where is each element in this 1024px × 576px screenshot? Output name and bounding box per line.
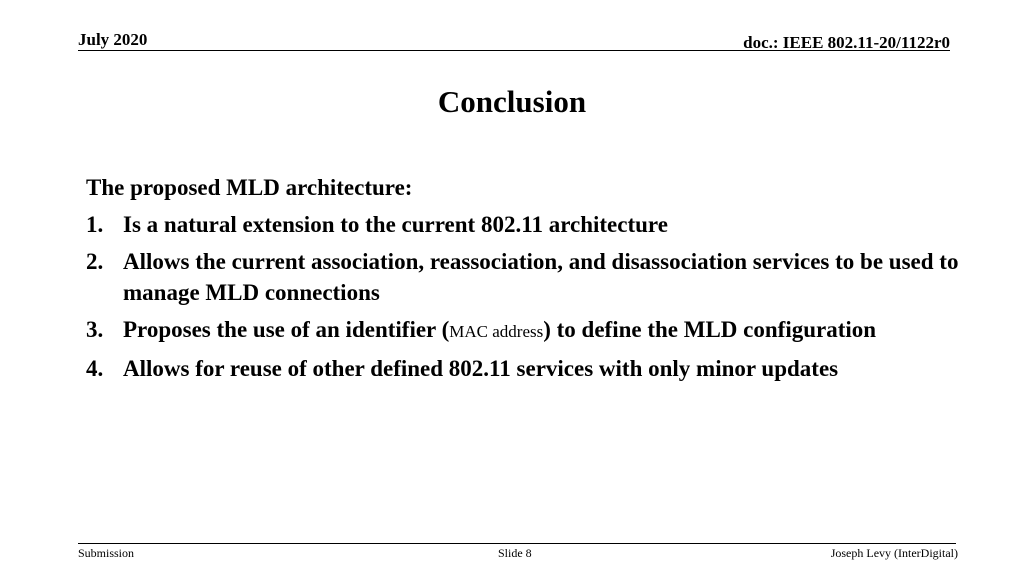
list-item-number: 1. bbox=[86, 212, 104, 237]
list-item bbox=[86, 314, 986, 347]
slide-title: Conclusion bbox=[437, 84, 587, 119]
list-item-text-before: Proposes the use of an identifier ( bbox=[123, 317, 450, 342]
list-item-text: Allows the current association, reassociation, and disassociation services to be used to manage MLD connections bbox=[123, 249, 959, 305]
footer-divider bbox=[78, 543, 956, 544]
list-item-text: Allows for reuse of other defined 802.11 services with only minor updates bbox=[123, 356, 839, 381]
list-item bbox=[86, 209, 986, 240]
conclusion-list bbox=[86, 209, 986, 384]
header-date: July 2020 bbox=[78, 30, 148, 49]
list-item bbox=[86, 246, 986, 308]
list-item bbox=[86, 353, 986, 384]
footer-author: Joseph Levy (InterDigital) bbox=[830, 546, 958, 560]
footer-slide-number: Slide 8 bbox=[498, 546, 532, 560]
list-item-text: Is a natural extension to the current 802.11 architecture bbox=[123, 212, 668, 237]
list-item-number: 3. bbox=[86, 317, 104, 342]
list-item-text-after: ) to define the MLD configuration bbox=[543, 317, 877, 342]
list-item-number: 2. bbox=[86, 249, 104, 274]
footer-submission: Submission bbox=[78, 546, 135, 560]
header-divider bbox=[78, 50, 950, 51]
list-item-number: 4. bbox=[86, 356, 104, 381]
slide-body bbox=[86, 172, 986, 390]
list-item-text-small: MAC address bbox=[449, 322, 544, 341]
header-doc-id: doc.: IEEE 802.11-20/1122r0 bbox=[743, 33, 950, 52]
intro-text: The proposed MLD architecture: bbox=[86, 175, 413, 200]
